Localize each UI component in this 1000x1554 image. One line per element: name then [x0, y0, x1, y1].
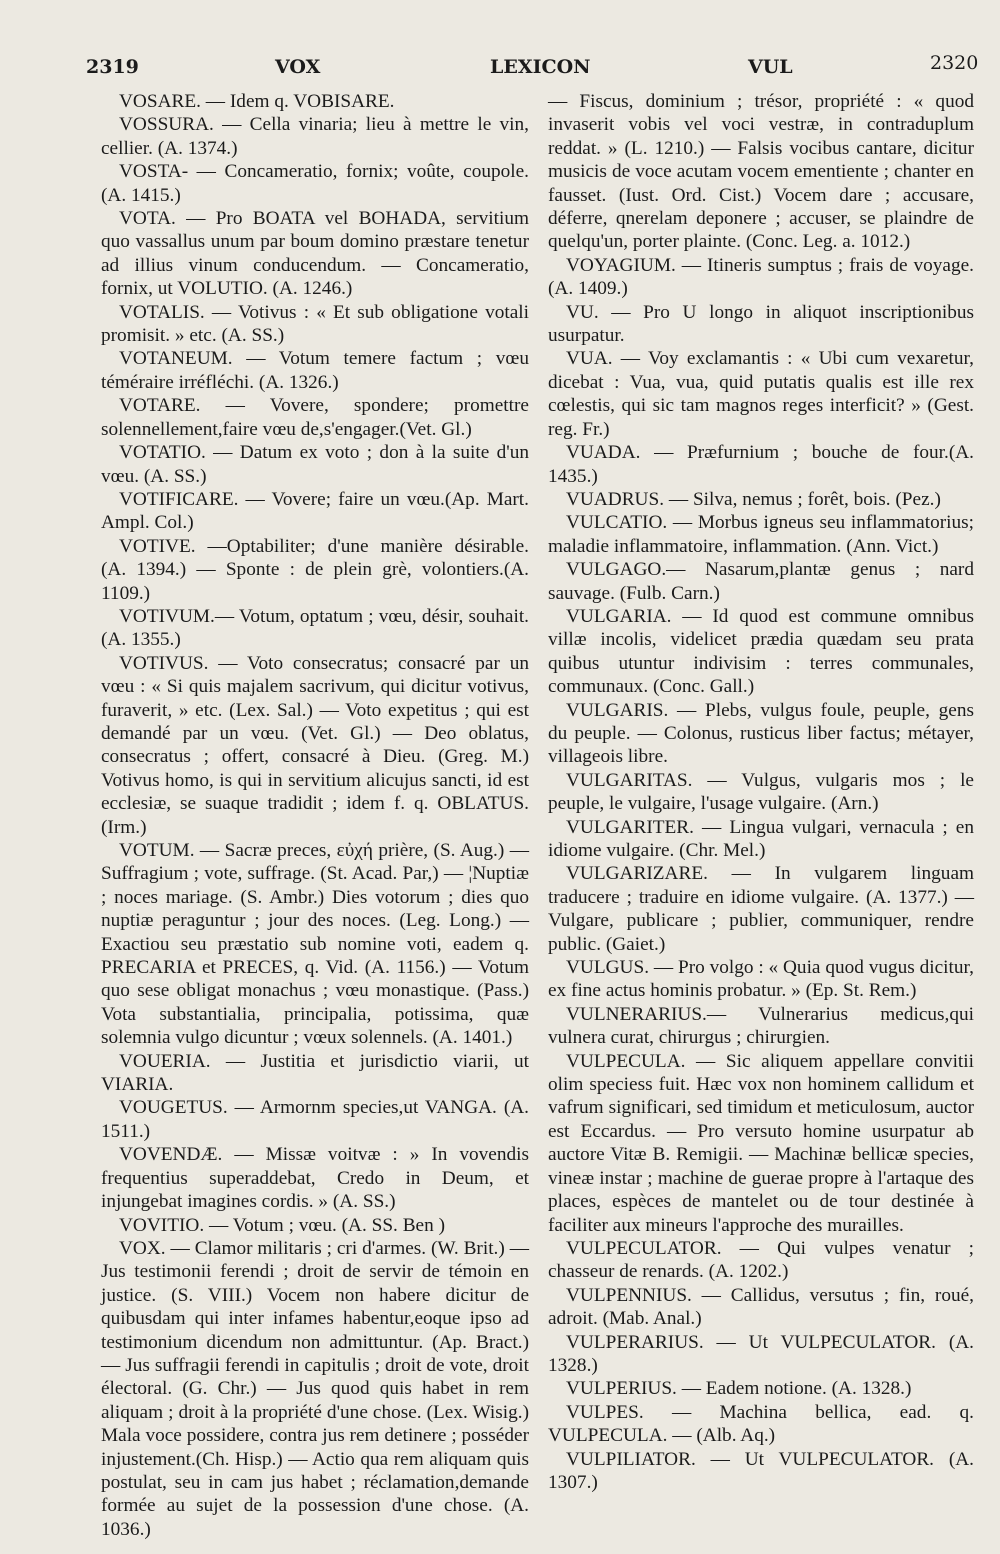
- left-column: [101, 90, 529, 1541]
- entry: VUADRUS. — Silva, nemus ; forêt, bois. (Pez.): [566, 488, 941, 510]
- entry: VOVITIO. — Votum ; vœu. (A. SS. Ben ): [119, 1214, 446, 1236]
- running-title: LEXICON: [490, 56, 591, 78]
- guide-word-right: VUL: [748, 56, 793, 78]
- entry: VOUERIA. — Justitia et jurisdictio viarii, ut VIARIA.: [101, 1050, 529, 1096]
- entry-continuation: — Fiscus, dominium ; trésor, propriété : « quod invaserit vobis vel voci vestræ, in contraduplum reddat. » (L. 1210.) — Falsis vocibus cantare, dicitur musicis de voce acutam vocem ementiente ; chanter en fausset. (Iust. Ord. Cist.) Vocem dare ; accusare, déferre, qnerelam deponere ; accuser, se plaindre de quelqu'un, porter plainte. (Conc. Leg. a. 1012.): [548, 91, 974, 253]
- entry: VUADA. — Præfurnium ; bouche de four.(A. 1435.): [548, 442, 974, 487]
- entry: VOTIFICARE. — Vovere; faire un vœu.(Ap. Mart. Ampl. Col.): [101, 488, 529, 534]
- entry: VOTALIS. — Votivus : « Et sub obligatione votali promisit. » etc. (A. SS.): [101, 301, 529, 347]
- entry: VULGARIZARE. — In vulgarem linguam traducere ; traduire en idiome vulgaire. (A. 1377.) — Vulgare, publicare ; publier, communiquer, rendre public. (Gaiet.): [548, 863, 974, 955]
- entry: VULGARITER. — Lingua vulgari, vernacula ; en idiome vulgaire. (Chr. Mel.): [548, 816, 974, 861]
- entry: VOTANEUM. — Votum temere factum ; vœu téméraire irréfléchi. (A. 1326.): [101, 348, 529, 393]
- guide-word-left: VOX: [275, 56, 321, 78]
- entry: VOTATIO. — Datum ex voto ; don à la suite d'un vœu. (A. SS.): [101, 442, 529, 487]
- entry: VOTARE. — Vovere, spondere; promettre solennellement,faire vœu de,s'engager.(Vet. Gl.): [101, 395, 529, 440]
- entry: VOX. — Clamor militaris ; cri d'armes. (W. Brit.) — Jus testimonii ferendi ; droit de servir de témoin en justice. (S. VIII.) Vocem non habere dicitur de quibusdam qui inter infames habentur,eoque ipso ad testimonium dicendum non admittuntur. (Ap. Bract.) — Jus suffragii ferendi in capitulis ; droit de vote, droit électoral. (G. Chr.) — Jus quod quis habet in rem aliquam ; droit à la propriété d'une chose. (Lex. Wisig.) Mala voce possidere, contra jus rem detinere ; posséder injustement.(Ch. Hisp.) — Actio qua rem aliquam quis postulat, seu in cam jus habet ; réclamation,demande formée au sujet de la possession d'une chose. (A. 1036.): [101, 1237, 529, 1540]
- entry: VULGARITAS. — Vulgus, vulgaris mos ; le peuple, le vulgaire, l'usage vulgaire. (Arn.): [548, 769, 974, 815]
- page-number-right: 2320: [930, 52, 979, 74]
- entry: VULNERARIUS.— Vulnerarius medicus,qui vulnera curat, chirurgus ; chirurgien.: [548, 1003, 974, 1049]
- entry: VOUGETUS. — Armornm species,ut VANGA. (A. 1511.): [101, 1097, 529, 1142]
- entry: VOSTA- — Concameratio, fornix; voûte, coupole. (A. 1415.): [101, 161, 529, 206]
- entry: VOSSURA. — Cella vinaria; lieu à mettre le vin, cellier. (A. 1374.): [101, 114, 529, 159]
- entry: VOTA. — Pro BOATA vel BOHADA, servitium quo vassallus unum par boum domino præstare tenetur ad illius vinum conducendum. — Concameratio, fornix, ut VOLUTIO. (A. 1246.): [101, 208, 529, 300]
- entry: VOTIVUM.— Votum, optatum ; vœu, désir, souhait. (A. 1355.): [101, 605, 529, 651]
- entry: VULPES. — Machina bellica, ead. q. VULPECULA. — (Alb. Aq.): [548, 1401, 974, 1447]
- entry: VOTUM. — Sacræ preces, εὐχή prière, (S. Aug.) — Suffragium ; vote, suffrage. (St. Acad. Par,) — ¦Nuptiæ ; noces mariage. (S. Ambr.) Dies votorum ; dies quo nuptiæ peraguntur ; jour des noces. (Leg. Long.) — Exactiou seu præstatio sub nomine voti, eadem q. PRECARIA et PRECES, q. Vid. (A. 1156.) — Votum quo sese obligat monachus ; vœu monastique. (Pass.) Vota substantialia, principalia, potissima, quæ solemnia vulgo dicuntur ; vœux solennels. (A. 1401.): [101, 840, 529, 1049]
- page-header: [0, 52, 1000, 82]
- right-column: [548, 90, 974, 1494]
- entry: VULGARIA. — Id quod est commune omnibus villæ incolis, videlicet prædia quædam seu prata quibus utuntur indivisim : terres communales, communaux. (Conc. Gall.): [548, 605, 974, 698]
- entry: VULGARIS. — Plebs, vulgus foule, peuple, gens du peuple. — Colonus, rusticus liber factus; métayer, villageois libre.: [548, 699, 974, 768]
- entry: VOYAGIUM. — Itineris sumptus ; frais de voyage. (A. 1409.): [548, 254, 974, 300]
- entry: VU. — Pro U longo in aliquot inscriptionibus usurpatur.: [548, 301, 974, 347]
- entry: VOSARE. — Idem q. VOBISARE.: [119, 91, 395, 112]
- entry: VOTIVUS. — Voto consecratus; consacré par un vœu : « Si quis majalem sacrivum, qui dicitur votivus, furaverit, » etc. (Lex. Sal.) — Voto expetitus ; qui est demandé par un vœu. (Vet. Gl.) — Deo oblatus, consecratus ; offert, consacré à Dieu. (Greg. M.) Votivus homo, is qui in servitium alicujus sancti, id est ecclesiæ, se suaque tradidit ; idem f. q. OBLATUS. (Irm.): [101, 652, 529, 838]
- entry: VULPERIUS. — Eadem notione. (A. 1328.): [566, 1378, 912, 1400]
- entry: VULCATIO. — Morbus igneus seu inflammatorius; maladie inflammatoire, inflammation. (Ann. Vict.): [548, 512, 974, 557]
- entry: VUA. — Voy exclamantis : « Ubi cum vexaretur, dicebat : Vua, vua, quid putatis qualis est ille rex cœlestis, qui sic tam magnos reges interficit? » (Gest. reg. Fr.): [548, 348, 974, 440]
- entry: VULPENNIUS. — Callidus, versutus ; fin, roué, adroit. (Mab. Anal.): [548, 1284, 974, 1330]
- entry: VULPILIATOR. — Ut VULPECULATOR. (A. 1307.): [548, 1448, 974, 1493]
- entry: VULGAGO.— Nasarum,plantæ genus ; nard sauvage. (Fulb. Carn.): [548, 559, 974, 604]
- entry: VOVENDÆ. — Missæ voitvæ : » In vovendis frequentius superaddebat, Credo in Deum, et injungebat imagines cordis. » (A. SS.): [101, 1144, 529, 1213]
- entry: VOTIVE. —Optabiliter; d'une manière désirable. (A. 1394.) — Sponte : de plein grè, volontiers.(A. 1109.): [101, 535, 529, 604]
- entry: VULPERARIUS. — Ut VULPECULATOR. (A. 1328.): [548, 1331, 974, 1376]
- entry: VULGUS. — Pro volgo : « Quia quod vugus dicitur, ex fine actus hominis probatur. » (Ep. St. Rem.): [548, 957, 974, 1002]
- entry: VULPECULA. — Sic aliquem appellare convitii olim speciess fuit. Hæc vox non hominem callidum et vafrum significari, sed timidum et meticulosum, auctor est Eccardus. — Pro versuto homine usurpatur ab auctore Vitæ B. Remigii. — Machinæ bellicæ species, vineæ instar ; machine de guerae propre à l'artaque des places, espèces de mantelet ou de tour destinée à faciliter aux mineurs l'approche des murailles.: [548, 1050, 974, 1236]
- entry: VULPECULATOR. — Qui vulpes venatur ; chasseur de renards. (A. 1202.): [548, 1237, 974, 1283]
- page-number-left: 2319: [86, 56, 139, 78]
